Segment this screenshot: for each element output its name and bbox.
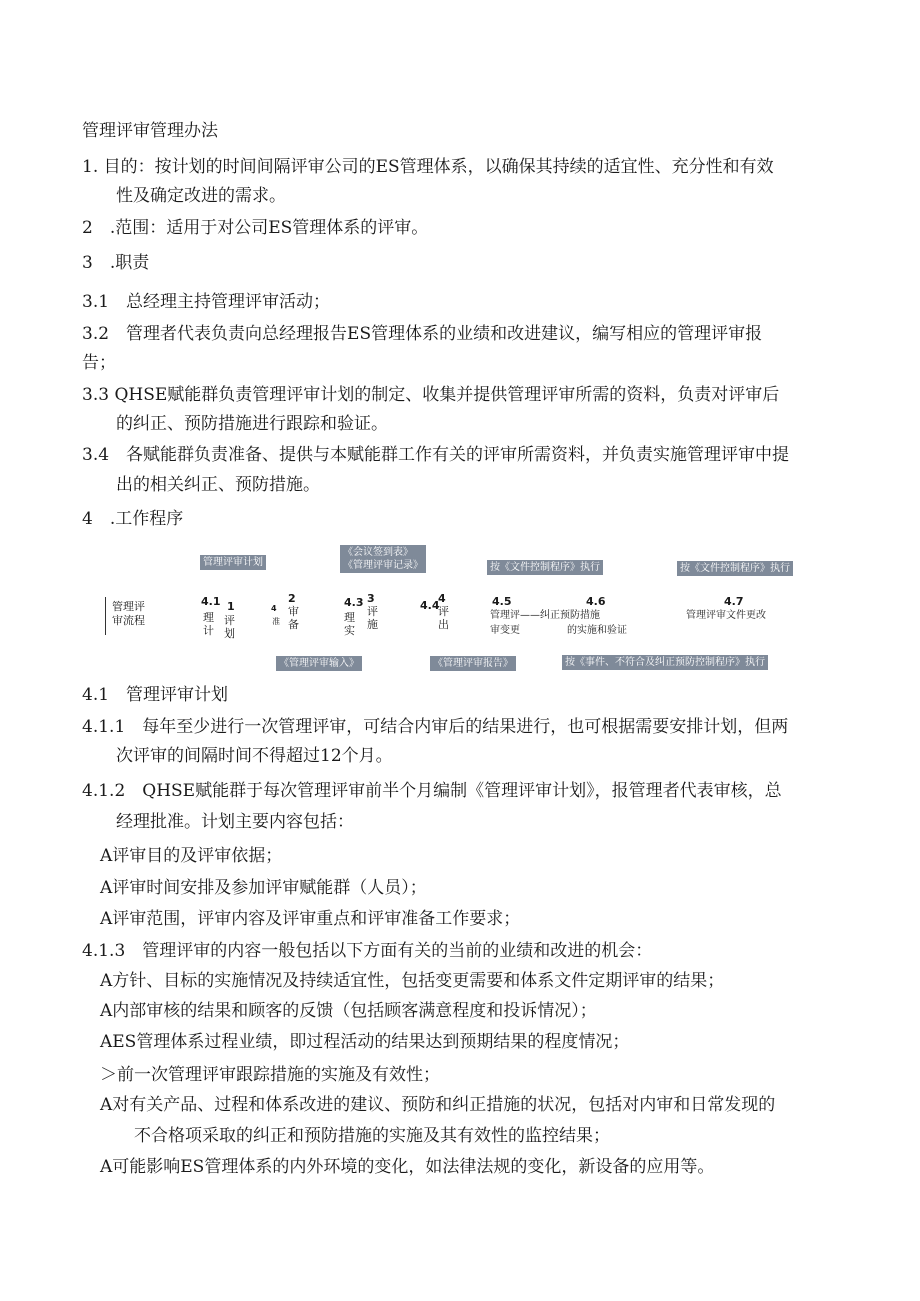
plan-item-3: A评审范围，评审内容及评审重点和评审准备工作要求；: [100, 909, 521, 929]
section-2-scope: 2 .范围：适用于对公司ES管理体系的评审。: [82, 218, 429, 238]
flowchart: [100, 545, 820, 680]
tag-review-plan: 管理评审计划: [200, 555, 266, 570]
flow-label-line2: 审流程: [112, 614, 145, 627]
flow-label-line1: 管理评: [112, 600, 145, 613]
tag-signin-text: 《会议签到表》: [343, 547, 413, 558]
plan-item-1: A评审目的及评审依据；: [100, 846, 283, 866]
tag-review-input: 《管理评审输入》: [276, 656, 362, 671]
section-3-4: 3.4 各赋能群负责准备、提供与本赋能群工作有关的评审所需资料，并负责实施管理评审中提: [82, 445, 790, 465]
step-4-7-text: 管理评审文件更改: [686, 610, 766, 621]
section-3-4-cont: 出的相关纠正、预防措施。: [116, 475, 320, 495]
step-4-4-text: 评出: [438, 605, 449, 631]
flow-label: [112, 600, 145, 628]
step-4-3-number: 4.3: [344, 596, 364, 609]
tag-doc-control-1: 按《文件控制程序》执行: [487, 560, 603, 575]
flow-divider: [105, 597, 106, 635]
section-4-1-2: 4.1.2 QHSE赋能群于每次管理评审前半个月编制《管理评审计划》，报管理者代表审核，总: [82, 781, 782, 801]
step-4-3-text-b: 评施: [367, 605, 378, 631]
step-4-2-text-a: 审备: [288, 605, 299, 631]
step-4-1-text-b: 评划: [224, 614, 235, 640]
content-item-4: ＞前一次管理评审跟踪措施的实施及有效性；: [100, 1065, 440, 1085]
tag-doc-control-2: 按《文件控制程序》执行: [677, 561, 793, 576]
step-4-5-text: 管理评——纠正预防措施: [490, 610, 600, 621]
step-3-number: 3: [367, 592, 375, 605]
step-4-4-number: 4.4: [420, 599, 440, 612]
document-title: 管理评审管理办法: [82, 121, 218, 141]
content-item-6: A可能影响ES管理体系的内外环境的变化，如法律法规的变化，新设备的应用等。: [100, 1157, 715, 1177]
section-1-purpose: 1. 目的：按计划的时间间隔评审公司的ES管理体系，以确保其持续的适宜性、充分性和有效: [82, 157, 774, 177]
content-item-5-cont: 不合格项采取的纠正和预防措施的实施及其有效性的监控结果；: [134, 1126, 610, 1146]
step-4-1-number: 4.1: [201, 595, 221, 608]
content-item-3: AES管理体系过程业绩，即过程活动的结果达到预期结果的程度情况；: [100, 1032, 630, 1052]
section-1-purpose-cont: 性及确定改进的需求。: [116, 186, 286, 206]
section-4-1-3: 4.1.3 管理评审的内容一般包括以下方面有关的当前的业绩和改进的机会：: [82, 941, 653, 961]
step-4-5-number: 4.5: [492, 595, 512, 608]
section-3-3-cont: 的纠正、预防措施进行跟踪和验证。: [116, 414, 388, 434]
section-3-3: 3.3 QHSE赋能群负责管理评审计划的制定、收集并提供管理评审所需的资料，负责对评审后: [82, 385, 780, 405]
section-4-1-2-cont: 经理批准。计划主要内容包括：: [116, 812, 354, 832]
step-4-1-text-a: 理计: [203, 611, 214, 637]
step-4-number: 4: [438, 592, 446, 605]
tag-record-text: 《管理评审记录》: [343, 560, 423, 571]
step-4-5-text-b: 审变更: [490, 625, 520, 636]
step-4-2-text-b: 准: [272, 617, 280, 626]
step-4-3-text-a: 理实: [344, 611, 355, 637]
section-3-heading: 3 .职责: [82, 253, 150, 273]
step-4-6-number: 4.6: [586, 595, 606, 608]
content-item-2: A内部审核的结果和顾客的反馈（包括顾客满意程度和投诉情况）；: [100, 1001, 597, 1021]
section-4-1-1-cont: 次评审的间隔时间不得超过12个月。: [116, 746, 393, 766]
step-2-number-b: 4: [271, 604, 277, 613]
tag-corrective-procedure: 按《事件、不符合及纠正预防控制程序》执行: [562, 655, 768, 670]
content-item-1: A方针、目标的实施情况及持续适宜性，包括变更需要和体系文件定期评审的结果；: [100, 971, 725, 991]
step-4-7-number: 4.7: [724, 595, 744, 608]
tag-signin-record: [340, 545, 426, 573]
section-3-1: 3.1 总经理主持管理评审活动；: [82, 292, 331, 312]
step-1-number: 1: [227, 600, 235, 613]
section-4-1-1: 4.1.1 每年至少进行一次管理评审，可结合内审后的结果进行，也可根据需要安排计划，但两: [82, 717, 789, 737]
section-4-1-heading: 4.1 管理评审计划: [82, 685, 229, 705]
section-3-2-cont: 告；: [82, 353, 116, 373]
step-4-6-text: 的实施和验证: [567, 625, 627, 636]
content-item-5: A对有关产品、过程和体系改进的建议、预防和纠正措施的状况，包括对内审和日常发现的: [100, 1095, 776, 1115]
step-2-number: 2: [288, 592, 296, 605]
section-4-heading: 4 .工作程序: [82, 509, 184, 529]
section-3-2: 3.2 管理者代表负责向总经理报告ES管理体系的业绩和改进建议，编写相应的管理评审报: [82, 324, 763, 344]
tag-review-report: 《管理评审报告》: [430, 656, 516, 671]
plan-item-2: A评审时间安排及参加评审赋能群（人员）；: [100, 878, 427, 898]
